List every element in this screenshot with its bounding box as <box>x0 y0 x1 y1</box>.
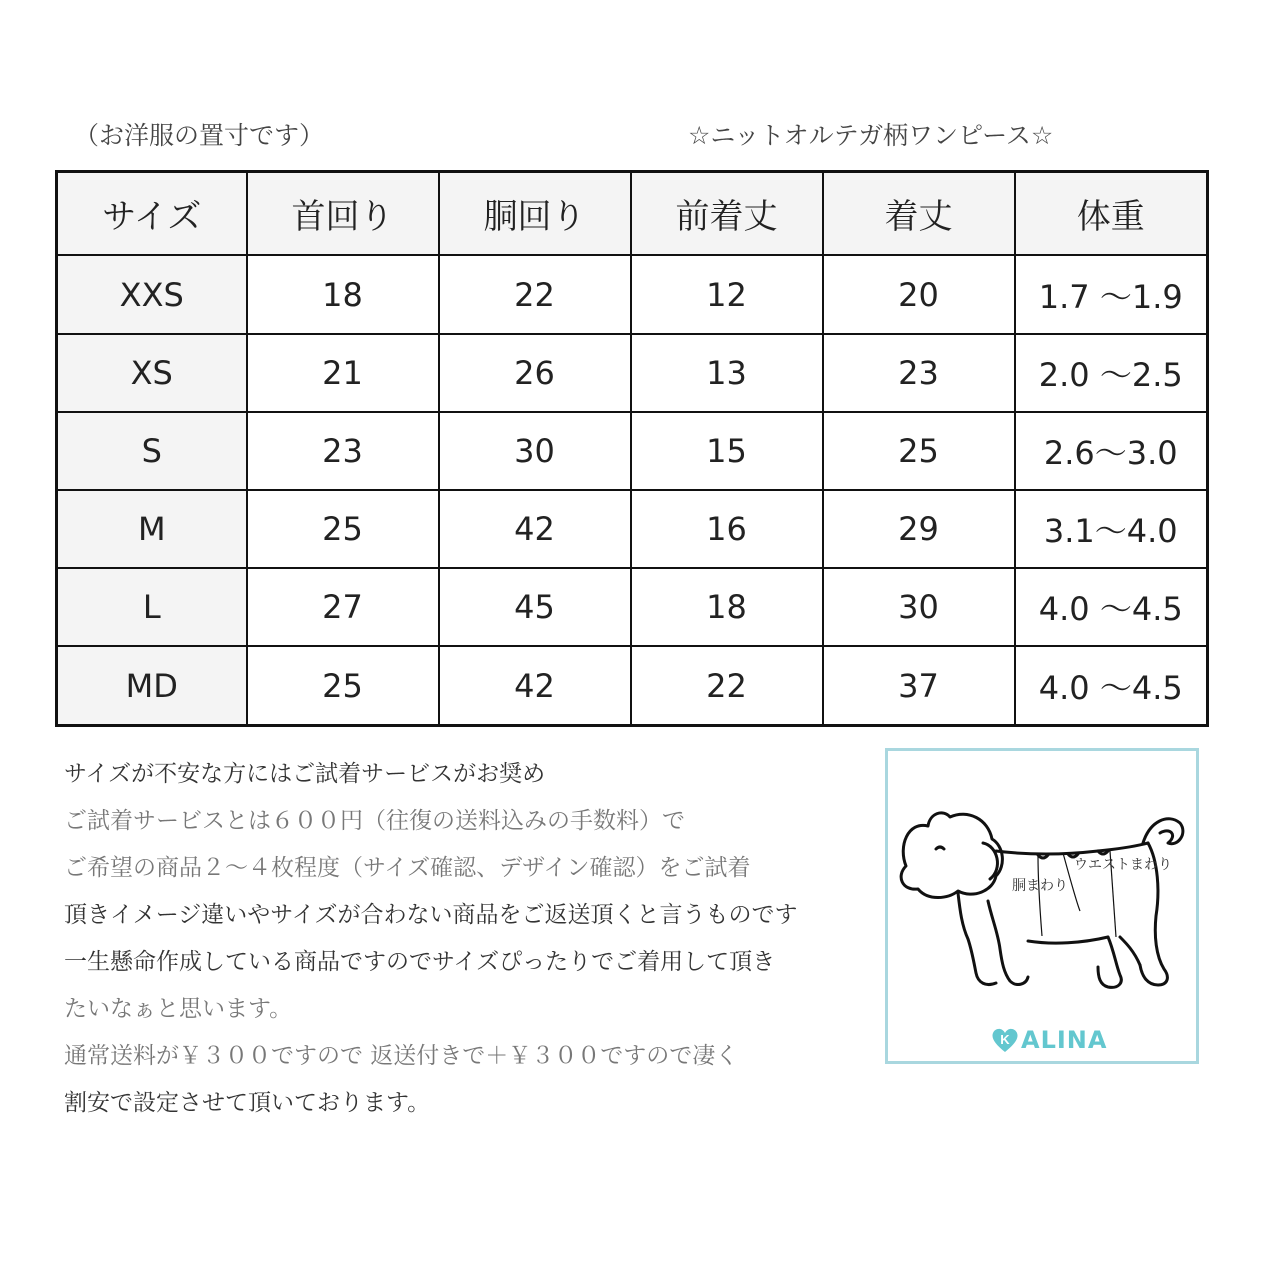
table-row <box>57 255 1208 333</box>
kalina-logo <box>990 1025 1107 1055</box>
neck-cell: 25 <box>247 646 439 725</box>
waist-cell: 42 <box>439 646 631 725</box>
size-cell: XS <box>57 334 247 412</box>
neck-cell: 23 <box>247 412 439 490</box>
product-title: ☆ニットオルテガ柄ワンピース☆ <box>688 121 1054 150</box>
size-cell: MD <box>57 646 247 725</box>
header-waist: 胴回り <box>439 172 631 256</box>
waist-label: ウエストまわり <box>1074 857 1172 873</box>
neck-cell: 21 <box>247 334 439 412</box>
table-row <box>57 412 1208 490</box>
neck-cell: 18 <box>247 255 439 333</box>
waist-cell: 45 <box>439 568 631 646</box>
header-size: サイズ <box>57 172 247 256</box>
front-length-cell: 12 <box>631 255 823 333</box>
size-cell: L <box>57 568 247 646</box>
weight-cell: 1.7 〜1.9 <box>1015 255 1208 333</box>
weight-cell: 2.6〜3.0 <box>1015 412 1208 490</box>
front-length-cell: 16 <box>631 490 823 568</box>
dog-illustration <box>888 751 1196 1061</box>
note-line: たいなぁと思います。 <box>64 996 293 1022</box>
size-cell: S <box>57 412 247 490</box>
neck-cell: 27 <box>247 568 439 646</box>
note-line: 頂きイメージ違いやサイズが合わない商品をご返送頂くと言うものです <box>64 902 798 928</box>
table-row <box>57 568 1208 646</box>
size-cell: M <box>57 490 247 568</box>
note-line: 通常送料が￥３００ですので 返送付きで＋￥３００ですので凄く <box>64 1043 739 1069</box>
neck-cell: 25 <box>247 490 439 568</box>
waist-cell: 30 <box>439 412 631 490</box>
front-length-cell: 13 <box>631 334 823 412</box>
length-cell: 29 <box>823 490 1015 568</box>
table-row <box>57 490 1208 568</box>
weight-cell: 2.0 〜2.5 <box>1015 334 1208 412</box>
table-row <box>57 334 1208 412</box>
length-cell: 23 <box>823 334 1015 412</box>
table-header-row <box>57 172 1208 256</box>
front-length-cell: 22 <box>631 646 823 725</box>
trial-service-notes <box>64 752 884 1128</box>
size-cell: XXS <box>57 255 247 333</box>
waist-cell: 22 <box>439 255 631 333</box>
weight-cell: 3.1〜4.0 <box>1015 490 1208 568</box>
note-line: ご希望の商品２〜４枚程度（サイズ確認、デザイン確認）をご試着 <box>64 855 751 881</box>
size-note: （お洋服の置寸です） <box>74 121 325 150</box>
length-cell: 20 <box>823 255 1015 333</box>
weight-cell: 4.0 〜4.5 <box>1015 646 1208 725</box>
length-cell: 30 <box>823 568 1015 646</box>
body-girth-label: 胴まわり <box>1012 878 1068 894</box>
note-line: サイズが不安な方にはご試着サービスがお奨め <box>64 761 546 787</box>
weight-cell: 4.0 〜4.5 <box>1015 568 1208 646</box>
logo-text: ALINA <box>1021 1026 1108 1054</box>
waist-cell: 42 <box>439 490 631 568</box>
header-weight: 体重 <box>1015 172 1208 256</box>
note-line: 一生懸命作成している商品ですのでサイズぴったりでご着用して頂き <box>64 949 776 975</box>
length-cell: 37 <box>823 646 1015 725</box>
front-length-cell: 18 <box>631 568 823 646</box>
note-line: 割安で設定させて頂いております。 <box>64 1090 431 1116</box>
measurement-diagram <box>885 748 1199 1064</box>
heart-icon <box>990 1025 1020 1055</box>
note-line: ご試着サービスとは６００円（往復の送料込みの手数料）で <box>64 808 685 834</box>
header-length: 着丈 <box>823 172 1015 256</box>
header-neck: 首回り <box>247 172 439 256</box>
table-row <box>57 646 1208 725</box>
length-cell: 25 <box>823 412 1015 490</box>
logo-letter: K <box>1000 1032 1010 1047</box>
waist-cell: 26 <box>439 334 631 412</box>
header-front-length: 前着丈 <box>631 172 823 256</box>
size-table <box>55 170 1209 727</box>
front-length-cell: 15 <box>631 412 823 490</box>
